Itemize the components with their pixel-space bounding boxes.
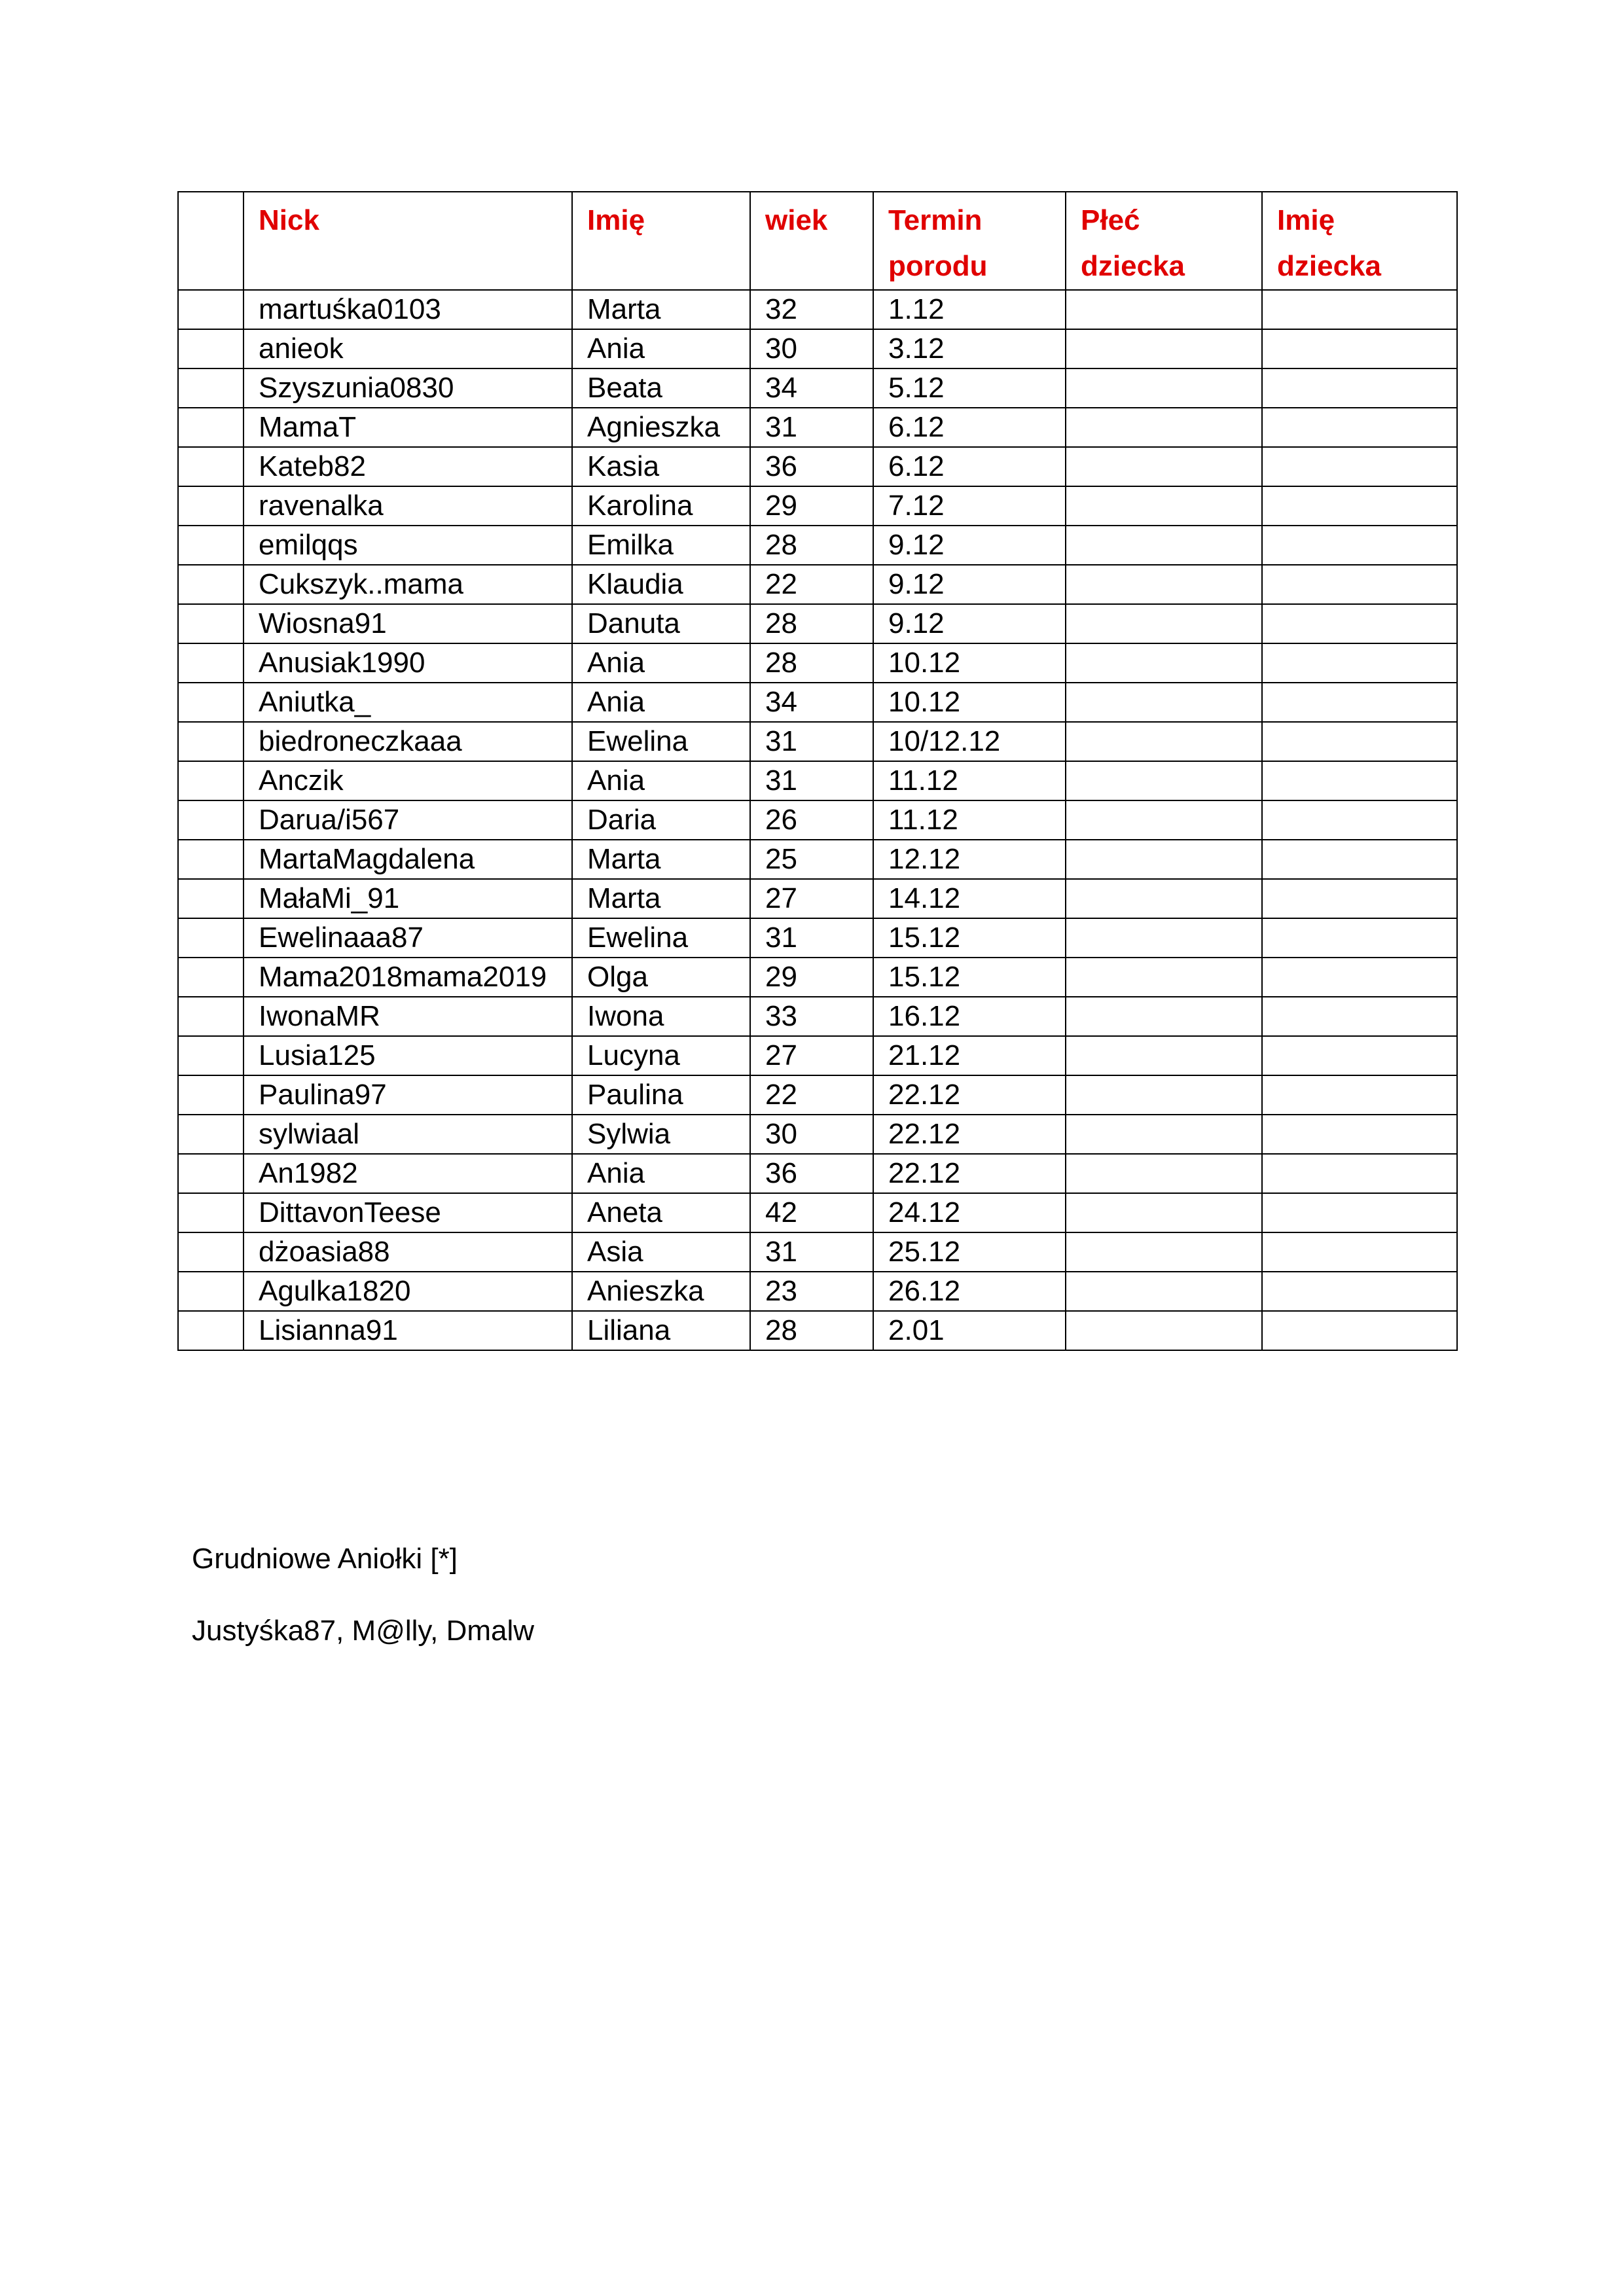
- table-row: [178, 879, 1457, 918]
- baby-name-cell: [1262, 565, 1457, 604]
- baby-name-cell: [1262, 290, 1457, 329]
- due-date-cell: 22.12: [873, 1075, 1066, 1115]
- age-cell: 29: [750, 958, 873, 997]
- table-row: [178, 1232, 1457, 1272]
- row-number-cell: [178, 683, 244, 722]
- age-cell: 32: [750, 290, 873, 329]
- nick-cell: IwonaMR: [244, 997, 572, 1036]
- table-row: [178, 565, 1457, 604]
- age-cell: 34: [750, 683, 873, 722]
- table-row: [178, 683, 1457, 722]
- due-date-cell: 5.12: [873, 368, 1066, 408]
- row-number-cell: [178, 486, 244, 526]
- nick-cell: Wiosna91: [244, 604, 572, 643]
- row-number-cell: [178, 1154, 244, 1193]
- baby-sex-cell: [1066, 329, 1262, 368]
- table-row: [178, 368, 1457, 408]
- row-number-cell: [178, 800, 244, 840]
- table-row: [178, 918, 1457, 958]
- age-cell: 31: [750, 918, 873, 958]
- table-row: [178, 1193, 1457, 1232]
- age-cell: 34: [750, 368, 873, 408]
- baby-name-cell: [1262, 879, 1457, 918]
- table-row: [178, 1154, 1457, 1193]
- baby-sex-cell: [1066, 604, 1262, 643]
- name-cell: Olga: [572, 958, 750, 997]
- due-date-cell: 1.12: [873, 290, 1066, 329]
- age-cell: 27: [750, 879, 873, 918]
- baby-name-cell: [1262, 486, 1457, 526]
- baby-sex-cell: [1066, 1193, 1262, 1232]
- due-date-cell: 7.12: [873, 486, 1066, 526]
- row-number-cell: [178, 1115, 244, 1154]
- table-row: [178, 1075, 1457, 1115]
- name-cell: Aneta: [572, 1193, 750, 1232]
- baby-sex-cell: [1066, 800, 1262, 840]
- row-number-cell: [178, 722, 244, 761]
- nick-cell: Szyszunia0830: [244, 368, 572, 408]
- age-cell: 31: [750, 1232, 873, 1272]
- name-cell: Kasia: [572, 447, 750, 486]
- due-date-cell: 11.12: [873, 761, 1066, 800]
- nick-cell: anieok: [244, 329, 572, 368]
- baby-name-cell: [1262, 1075, 1457, 1115]
- table-row: [178, 408, 1457, 447]
- header-name: Imię: [572, 192, 750, 290]
- nick-cell: DittavonTeese: [244, 1193, 572, 1232]
- name-cell: Ewelina: [572, 722, 750, 761]
- name-cell: Sylwia: [572, 1115, 750, 1154]
- due-date-cell: 9.12: [873, 526, 1066, 565]
- age-cell: 28: [750, 604, 873, 643]
- name-cell: Ania: [572, 761, 750, 800]
- baby-name-cell: [1262, 408, 1457, 447]
- table-row: [178, 958, 1457, 997]
- baby-sex-cell: [1066, 368, 1262, 408]
- age-cell: 33: [750, 997, 873, 1036]
- header-number: [178, 192, 244, 290]
- age-cell: 27: [750, 1036, 873, 1075]
- nick-cell: dżoasia88: [244, 1232, 572, 1272]
- nick-cell: sylwiaal: [244, 1115, 572, 1154]
- row-number-cell: [178, 840, 244, 879]
- name-cell: Klaudia: [572, 565, 750, 604]
- age-cell: 25: [750, 840, 873, 879]
- table-row: [178, 604, 1457, 643]
- nick-cell: Lusia125: [244, 1036, 572, 1075]
- name-cell: Marta: [572, 879, 750, 918]
- row-number-cell: [178, 1075, 244, 1115]
- baby-sex-cell: [1066, 722, 1262, 761]
- row-number-cell: [178, 761, 244, 800]
- table-row: [178, 329, 1457, 368]
- nick-cell: Paulina97: [244, 1075, 572, 1115]
- table-row: [178, 526, 1457, 565]
- table-row: [178, 447, 1457, 486]
- baby-name-cell: [1262, 643, 1457, 683]
- baby-sex-cell: [1066, 565, 1262, 604]
- header-baby-name: Imię dziecka: [1262, 192, 1457, 290]
- age-cell: 42: [750, 1193, 873, 1232]
- due-date-cell: 6.12: [873, 408, 1066, 447]
- name-cell: Marta: [572, 840, 750, 879]
- name-cell: Ania: [572, 1154, 750, 1193]
- age-cell: 23: [750, 1272, 873, 1311]
- row-number-cell: [178, 1232, 244, 1272]
- baby-name-cell: [1262, 368, 1457, 408]
- table-row: [178, 997, 1457, 1036]
- name-cell: Asia: [572, 1232, 750, 1272]
- due-date-cell: 9.12: [873, 604, 1066, 643]
- due-date-cell: 12.12: [873, 840, 1066, 879]
- nick-cell: ravenalka: [244, 486, 572, 526]
- name-cell: Liliana: [572, 1311, 750, 1350]
- baby-sex-cell: [1066, 1075, 1262, 1115]
- nick-cell: MałaMi_91: [244, 879, 572, 918]
- nick-cell: biedroneczkaaa: [244, 722, 572, 761]
- nick-cell: Kateb82: [244, 447, 572, 486]
- row-number-cell: [178, 643, 244, 683]
- baby-name-cell: [1262, 1115, 1457, 1154]
- table-row: [178, 1272, 1457, 1311]
- age-cell: 29: [750, 486, 873, 526]
- baby-name-cell: [1262, 329, 1457, 368]
- row-number-cell: [178, 1193, 244, 1232]
- row-number-cell: [178, 1272, 244, 1311]
- baby-name-cell: [1262, 840, 1457, 879]
- age-cell: 28: [750, 1311, 873, 1350]
- table-row: [178, 643, 1457, 683]
- age-cell: 31: [750, 761, 873, 800]
- row-number-cell: [178, 565, 244, 604]
- baby-sex-cell: [1066, 526, 1262, 565]
- row-number-cell: [178, 368, 244, 408]
- name-cell: Iwona: [572, 997, 750, 1036]
- baby-name-cell: [1262, 447, 1457, 486]
- name-cell: Ewelina: [572, 918, 750, 958]
- age-cell: 31: [750, 722, 873, 761]
- row-number-cell: [178, 879, 244, 918]
- baby-name-cell: [1262, 722, 1457, 761]
- row-number-cell: [178, 1311, 244, 1350]
- name-cell: Danuta: [572, 604, 750, 643]
- name-cell: Ania: [572, 329, 750, 368]
- baby-name-cell: [1262, 1232, 1457, 1272]
- table-row: [178, 1311, 1457, 1350]
- row-number-cell: [178, 290, 244, 329]
- due-date-cell: 16.12: [873, 997, 1066, 1036]
- due-date-cell: 21.12: [873, 1036, 1066, 1075]
- age-cell: 22: [750, 1075, 873, 1115]
- due-date-cell: 9.12: [873, 565, 1066, 604]
- baby-sex-cell: [1066, 447, 1262, 486]
- nick-cell: martuśka0103: [244, 290, 572, 329]
- age-cell: 28: [750, 526, 873, 565]
- age-cell: 36: [750, 1154, 873, 1193]
- baby-sex-cell: [1066, 408, 1262, 447]
- baby-name-cell: [1262, 1193, 1457, 1232]
- table-row: [178, 1036, 1457, 1075]
- age-cell: 30: [750, 1115, 873, 1154]
- angels-title: Grudniowe Aniołki [*]: [192, 1543, 458, 1575]
- due-date-cell: 24.12: [873, 1193, 1066, 1232]
- header-baby-sex: Płeć dziecka: [1066, 192, 1262, 290]
- name-cell: Paulina: [572, 1075, 750, 1115]
- nick-cell: Mama2018mama2019: [244, 958, 572, 997]
- row-number-cell: [178, 408, 244, 447]
- age-cell: 26: [750, 800, 873, 840]
- table-row: [178, 840, 1457, 879]
- baby-sex-cell: [1066, 1154, 1262, 1193]
- baby-sex-cell: [1066, 683, 1262, 722]
- baby-name-cell: [1262, 1154, 1457, 1193]
- table-row: [178, 290, 1457, 329]
- baby-sex-cell: [1066, 840, 1262, 879]
- baby-sex-cell: [1066, 761, 1262, 800]
- header-nick: Nick: [244, 192, 572, 290]
- nick-cell: MamaT: [244, 408, 572, 447]
- baby-name-cell: [1262, 800, 1457, 840]
- name-cell: Agnieszka: [572, 408, 750, 447]
- row-number-cell: [178, 329, 244, 368]
- nick-cell: Agulka1820: [244, 1272, 572, 1311]
- due-date-cell: 6.12: [873, 447, 1066, 486]
- baby-name-cell: [1262, 683, 1457, 722]
- baby-name-cell: [1262, 1036, 1457, 1075]
- due-date-cell: 15.12: [873, 918, 1066, 958]
- baby-sex-cell: [1066, 1036, 1262, 1075]
- row-number-cell: [178, 604, 244, 643]
- due-date-cell: 10.12: [873, 683, 1066, 722]
- nick-cell: Anczik: [244, 761, 572, 800]
- baby-name-cell: [1262, 1272, 1457, 1311]
- baby-name-cell: [1262, 918, 1457, 958]
- nick-cell: Darua/i567: [244, 800, 572, 840]
- due-date-cell: 10/12.12: [873, 722, 1066, 761]
- baby-sex-cell: [1066, 1272, 1262, 1311]
- table-row: [178, 761, 1457, 800]
- due-date-cell: 22.12: [873, 1115, 1066, 1154]
- baby-name-cell: [1262, 958, 1457, 997]
- table-row: [178, 722, 1457, 761]
- table-row: [178, 486, 1457, 526]
- name-cell: Lucyna: [572, 1036, 750, 1075]
- baby-name-cell: [1262, 761, 1457, 800]
- due-date-cell: 26.12: [873, 1272, 1066, 1311]
- baby-name-cell: [1262, 1311, 1457, 1350]
- nick-cell: Ewelinaaa87: [244, 918, 572, 958]
- baby-sex-cell: [1066, 290, 1262, 329]
- baby-sex-cell: [1066, 918, 1262, 958]
- row-number-cell: [178, 958, 244, 997]
- baby-sex-cell: [1066, 1311, 1262, 1350]
- table-body: [178, 290, 1457, 1350]
- due-date-cell: 22.12: [873, 1154, 1066, 1193]
- name-cell: Daria: [572, 800, 750, 840]
- angels-names: Justyśka87, M@lly, Dmalw: [192, 1615, 535, 1647]
- baby-sex-cell: [1066, 958, 1262, 997]
- nick-cell: An1982: [244, 1154, 572, 1193]
- name-cell: Anieszka: [572, 1272, 750, 1311]
- nick-cell: emilqqs: [244, 526, 572, 565]
- row-number-cell: [178, 526, 244, 565]
- nick-cell: Cukszyk..mama: [244, 565, 572, 604]
- baby-name-cell: [1262, 526, 1457, 565]
- due-date-cell: 3.12: [873, 329, 1066, 368]
- due-date-cell: 11.12: [873, 800, 1066, 840]
- baby-sex-cell: [1066, 997, 1262, 1036]
- nick-cell: Lisianna91: [244, 1311, 572, 1350]
- age-cell: 31: [750, 408, 873, 447]
- age-cell: 30: [750, 329, 873, 368]
- name-cell: Karolina: [572, 486, 750, 526]
- baby-name-cell: [1262, 604, 1457, 643]
- age-cell: 28: [750, 643, 873, 683]
- age-cell: 22: [750, 565, 873, 604]
- row-number-cell: [178, 918, 244, 958]
- baby-sex-cell: [1066, 486, 1262, 526]
- due-date-cell: 25.12: [873, 1232, 1066, 1272]
- name-cell: Ania: [572, 683, 750, 722]
- members-table: [177, 191, 1458, 1351]
- age-cell: 36: [750, 447, 873, 486]
- nick-cell: Anusiak1990: [244, 643, 572, 683]
- name-cell: Beata: [572, 368, 750, 408]
- row-number-cell: [178, 447, 244, 486]
- baby-name-cell: [1262, 997, 1457, 1036]
- baby-sex-cell: [1066, 1232, 1262, 1272]
- nick-cell: Aniutka_: [244, 683, 572, 722]
- nick-cell: MartaMagdalena: [244, 840, 572, 879]
- due-date-cell: 2.01: [873, 1311, 1066, 1350]
- due-date-cell: 15.12: [873, 958, 1066, 997]
- row-number-cell: [178, 1036, 244, 1075]
- due-date-cell: 14.12: [873, 879, 1066, 918]
- header-due-date: Termin porodu: [873, 192, 1066, 290]
- table-header-row: [178, 192, 1457, 290]
- name-cell: Emilka: [572, 526, 750, 565]
- baby-sex-cell: [1066, 879, 1262, 918]
- name-cell: Ania: [572, 643, 750, 683]
- row-number-cell: [178, 997, 244, 1036]
- baby-sex-cell: [1066, 643, 1262, 683]
- baby-sex-cell: [1066, 1115, 1262, 1154]
- due-date-cell: 10.12: [873, 643, 1066, 683]
- table-row: [178, 1115, 1457, 1154]
- header-age: wiek: [750, 192, 873, 290]
- name-cell: Marta: [572, 290, 750, 329]
- table-row: [178, 800, 1457, 840]
